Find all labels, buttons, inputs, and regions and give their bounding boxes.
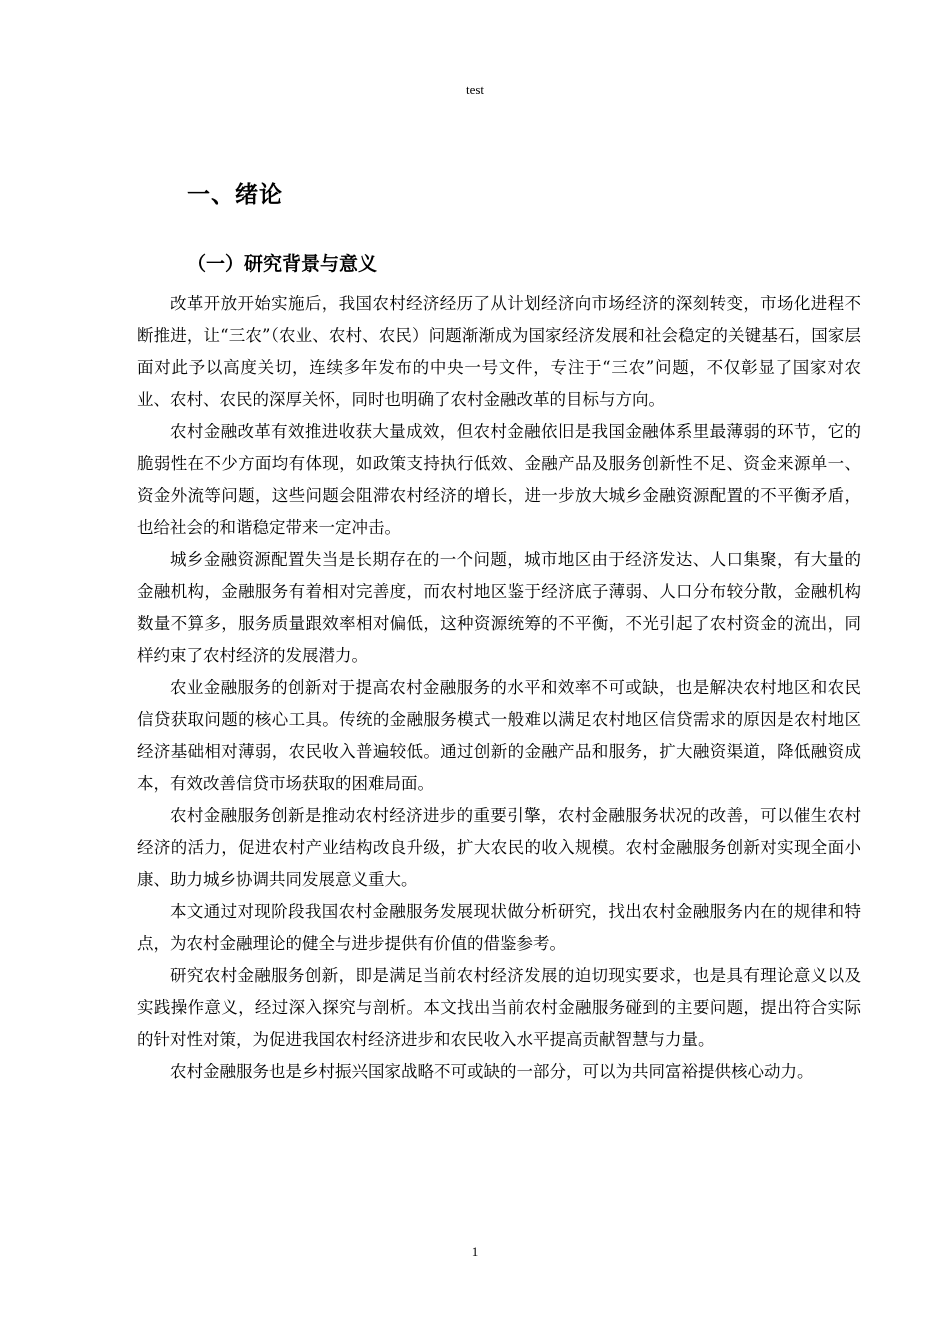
section-title: （一）研究背景与意义: [187, 253, 378, 275]
paragraph: 城乡金融资源配置失当是长期存在的一个问题，城市地区由于经济发达、人口集聚，有大量的金融机构，金融服务有着相对完善度，而农村地区鉴于经济底子薄弱、人口分布较分散，金融机构数量不算多，服务质量跟效率相对偏低，这种资源统筹的不平衡，不光引起了农村资金的流出，同样约束了农村经济的发展潜力。: [137, 550, 861, 665]
page-number: 1: [471, 1244, 479, 1259]
paragraph: 研究农村金融服务创新，即是满足当前农村经济发展的迫切现实要求，也是具有理论意义以及实践操作意义，经过深入探究与剖析。本文找出当前农村金融服务碰到的主要问题，提出符合实际的针对性对策，为促进我国农村经济进步和农民收入水平提高贡献智慧与力量。: [137, 966, 861, 1049]
paragraph: 农村金融服务也是乡村振兴国家战略不可或缺的一部分，可以为共同富裕提供核心动力。: [170, 1062, 814, 1081]
paragraph: 改革开放开始实施后，我国农村经济经历了从计划经济向市场经济的深刻转变，市场化进程不断推进，让“三农”（农业、农村、农民）问题渐渐成为国家经济发展和社会稳定的关键基石，国家层面对此予以高度关切，连续多年发布的中央一号文件，专注于“三农”问题，不仅彰显了国家对农业、农村、农民的深厚关怀，同时也明确了农村金融改革的目标与方向。: [137, 294, 861, 409]
paragraph: 农村金融服务创新是推动农村经济进步的重要引擎，农村金融服务状况的改善，可以催生农村经济的活力，促进农村产业结构改良升级，扩大农民的收入规模。农村金融服务创新对实现全面小康、助力城乡协调共同发展意义重大。: [137, 806, 861, 889]
paragraph: 农村金融改革有效推进收获大量成效，但农村金融依旧是我国金融体系里最薄弱的环节，它的脆弱性在不少方面均有体现，如政策支持执行低效、金融产品及服务创新性不足、资金来源单一、资金外流等问题，这些问题会阻滞农村经济的增长，进一步放大城乡金融资源配置的不平衡矛盾，也给社会的和谐稳定带来一定冲击。: [137, 422, 861, 537]
paragraph: 农业金融服务的创新对于提高农村金融服务的水平和效率不可或缺，也是解决农村地区和农民信贷获取问题的核心工具。传统的金融服务模式一般难以满足农村地区信贷需求的原因是农村地区经济基础相对薄弱，农民收入普遍较低。通过创新的金融产品和服务，扩大融资渠道，降低融资成本，有效改善信贷市场获取的困难局面。: [137, 678, 861, 793]
page-header: test: [465, 82, 485, 97]
chapter-title: 一、绪论: [187, 182, 283, 208]
body-text: [137, 288, 861, 1088]
paragraph: 本文通过对现阶段我国农村金融服务发展现状做分析研究，找出农村金融服务内在的规律和特点，为农村金融理论的健全与进步提供有价值的借鉴参考。: [137, 902, 861, 953]
